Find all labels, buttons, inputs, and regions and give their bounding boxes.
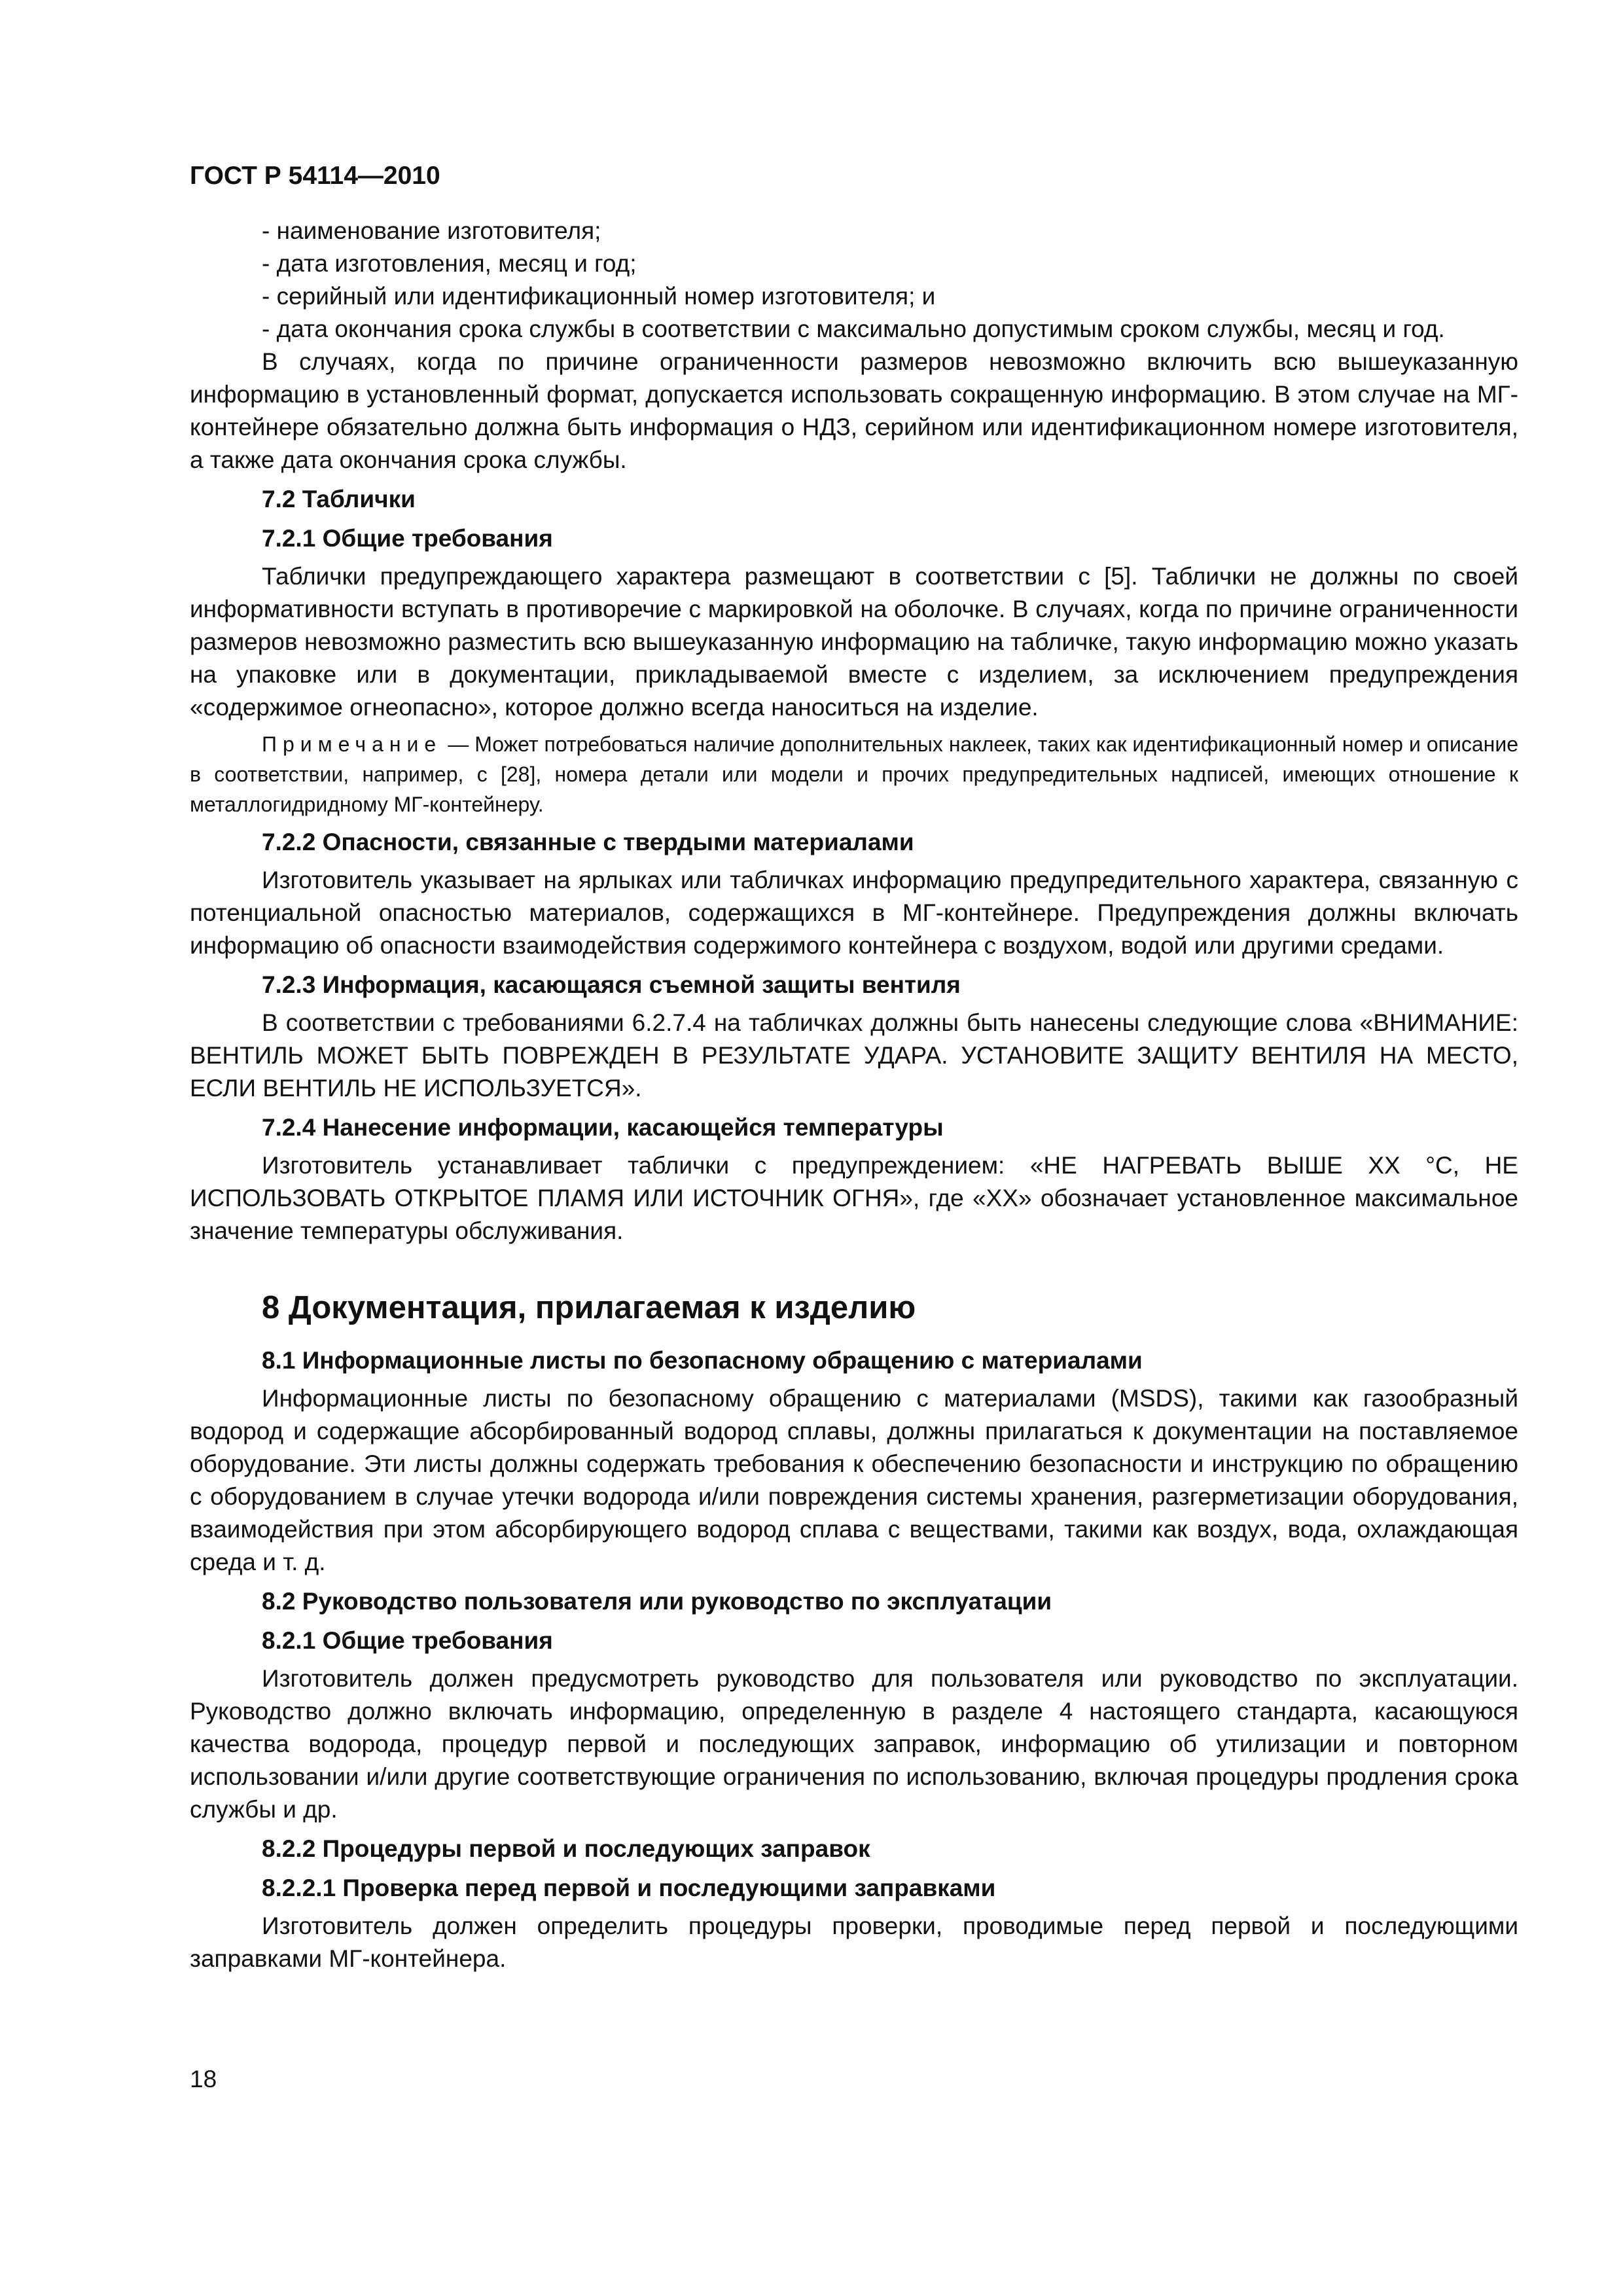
document-header: ГОСТ Р 54114—2010 xyxy=(190,162,440,190)
list-item: - серийный или идентификационный номер изготовителя; и xyxy=(262,283,936,310)
paragraph-8-2-2-1: Изготовитель должен определить процедуры проверки, проводимые перед первой и последующими заправками МГ-контейнера. xyxy=(190,1912,1518,1972)
paragraph-8-1: Информационные листы по безопасному обращению с материалами (MSDS), такими как газообразный водород и содержащие абсорбированный водород сплавы, должны прилагаться к документации на поставляемое оборудование. Эти листы должны содержать требования к обеспечению безопасности и инструкцию по обращению с оборудованием в случае утечки водорода и/или повреждения системы хранения, разгерметизации оборудования, взаимодействия при этом абсорбирующего водород сплава с веществами, такими как воздух, вода, охлаждающая среда и т. д. xyxy=(190,1385,1518,1575)
heading-7-2-3: 7.2.3 Информация, касающаяся съемной защиты вентиля xyxy=(262,971,961,998)
paragraph-7-2-2: Изготовитель указывает на ярлыках или табличках информацию предупредительного характера, связанную с потенциальной опасностью материалов, содержащихся в МГ-контейнере. Предупреждения должны включать информацию об опасности взаимодействия содержимого контейнера с воздухом, водой или другими средами. xyxy=(190,867,1518,959)
heading-8-2-1: 8.2.1 Общие требования xyxy=(262,1627,553,1654)
paragraph-7-1-end: В случаях, когда по причине ограниченности размеров невозможно включить всю вышеуказанную информацию в установленный формат, допускается использовать сокращенную информацию. В этом случае на МГ-контейнере обязательно должна быть информация о НДЗ, серийном или идентификационном номере изготовителя, а также дата окончания срока службы. xyxy=(190,348,1518,473)
paragraph-7-2-4: Изготовитель устанавливает таблички с предупреждением: «НЕ НАГРЕВАТЬ ВЫШЕ XX °C, НЕ ИСПОЛЬЗОВАТЬ ОТКРЫТОЕ ПЛАМЯ ИЛИ ИСТОЧНИК ОГНЯ», где «XX» обозначает установленное максимальное значение температуры обслуживания. xyxy=(190,1152,1518,1244)
heading-8-1: 8.1 Информационные листы по безопасному обращению с материалами xyxy=(262,1347,1143,1374)
paragraph-7-2-1: Таблички предупреждающего характера размещают в соответствии с [5]. Таблички не должны по своей информативности вступать в противоречие с маркировкой на оболочке. В случаях, когда по причине ограниченности размеров невозможно разместить всю вышеуказанную информацию на табличке, такую информацию можно указать на упаковке или в документации, прикладываемой вместе с изделием, за исключением предупреждения «содержимое огнеопасно», которое должно всегда наноситься на изделие. xyxy=(190,563,1518,721)
marking-list xyxy=(190,215,1518,346)
heading-8-2: 8.2 Руководство пользователя или руководство по эксплуатации xyxy=(262,1588,1052,1615)
heading-7-2-1: 7.2.1 Общие требования xyxy=(262,525,553,552)
list-item: - дата изготовления, месяц и год; xyxy=(262,250,637,277)
note-text: — Может потребоваться наличие дополнительных наклеек, таких как идентификационный номер и описание в соответствии, например, с [28], номера детали или модели и прочих предупредительных надписей, имеющих отношение к металлогидридному МГ-контейнеру. xyxy=(190,732,1518,816)
heading-8-2-2-1: 8.2.2.1 Проверка перед первой и последующими заправками xyxy=(262,1874,996,1901)
list-item: - наименование изготовителя; xyxy=(262,217,601,244)
paragraph-7-2-3: В соответствии с требованиями 6.2.7.4 на табличках должны быть нанесены следующие слова «ВНИМАНИЕ: ВЕНТИЛЬ МОЖЕТ БЫТЬ ПОВРЕЖДЕН В РЕЗУЛЬТАТЕ УДАРА. УСТАНОВИТЕ ЗАЩИТУ ВЕНТИЛЯ НА МЕСТО, ЕСЛИ ВЕНТИЛЬ НЕ ИСПОЛЬЗУЕТСЯ». xyxy=(190,1009,1518,1102)
paragraph-8-2-1: Изготовитель должен предусмотреть руководство для пользователя или руководство по эксплуатации. Руководство должно включать информацию, определенную в разделе 4 настоящего стандарта, касающуюся качества водорода, процедур первой и последующих заправок, информацию об утилизации и повторном использовании и/или другие соответствующие ограничения по использованию, включая процедуры продления срока службы и др. xyxy=(190,1665,1518,1823)
list-item: - дата окончания срока службы в соответствии с максимально допустимым сроком службы, месяц и год. xyxy=(262,315,1445,342)
heading-7-2: 7.2 Таблички xyxy=(262,486,416,512)
heading-7-2-4: 7.2.4 Нанесение информации, касающейся температуры xyxy=(262,1114,944,1141)
page-number: 18 xyxy=(190,2066,217,2092)
heading-7-2-2: 7.2.2 Опасности, связанные с твердыми материалами xyxy=(262,829,914,855)
document-page xyxy=(190,160,1518,1975)
note-label: Примечание xyxy=(262,732,442,756)
note xyxy=(190,729,1518,819)
heading-8: 8 Документация, прилагаемая к изделию xyxy=(262,1290,916,1325)
heading-8-2-2: 8.2.2 Процедуры первой и последующих заправок xyxy=(262,1835,870,1862)
